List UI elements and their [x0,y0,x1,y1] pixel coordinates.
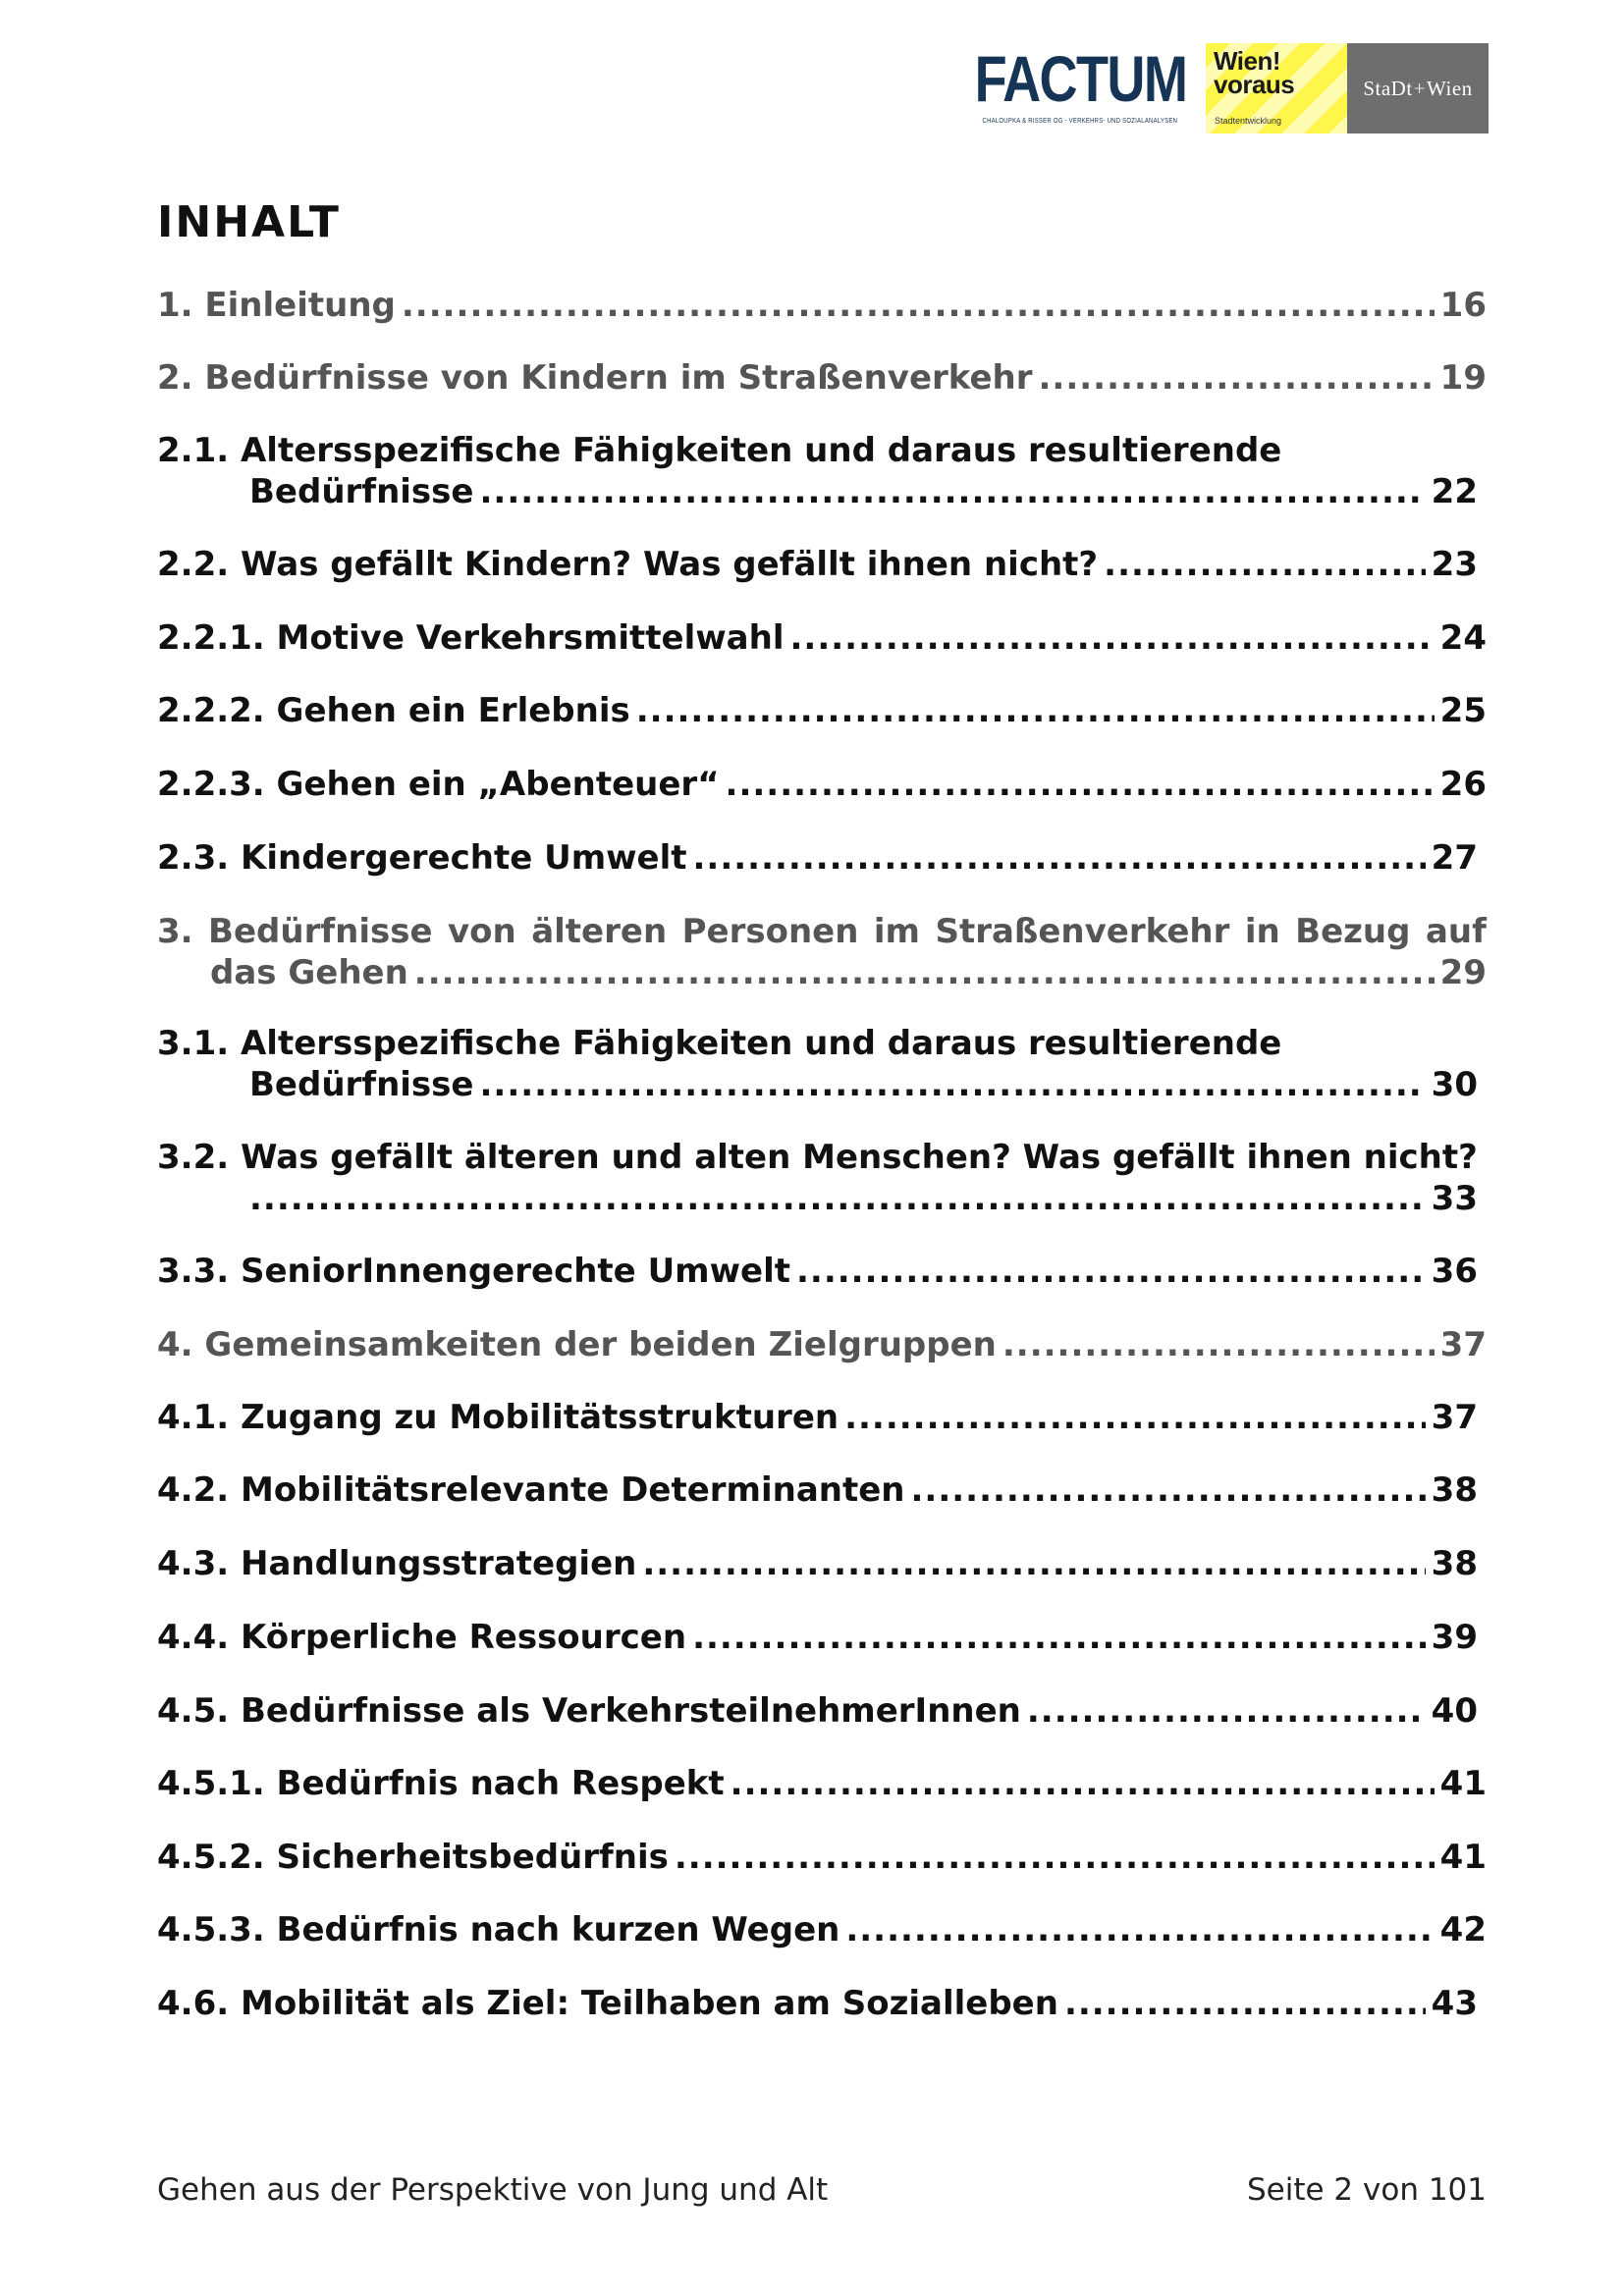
toc-entry-page: 38 [1431,1470,1478,1510]
toc-entry-page: 41 [1439,1764,1487,1803]
toc-leader-dots [845,1909,1434,1950]
toc-entry[interactable] [157,1023,1487,1105]
toc-entry-page: 25 [1439,691,1487,730]
toc-entry-title: 1. Einleitung [157,286,396,325]
toc-entry-title: 3.3. SeniorInnengerechte Umwelt [157,1252,790,1291]
toc-entry[interactable] [157,430,1487,512]
toc-entry[interactable] [157,544,1487,585]
toc-entry-title: 3.2. Was gefällt älteren und alten Menschen? Was gefällt ihnen nicht? [157,1138,1478,1177]
toc-leader-dots [675,1837,1435,1878]
toc-leader-dots [479,471,1425,512]
toc-entry-page: 19 [1439,358,1487,398]
toc-entry-page: 40 [1431,1691,1478,1731]
toc-entry[interactable] [157,357,1487,399]
toc-leader-dots [731,1763,1435,1804]
toc-leader-dots [910,1469,1425,1511]
wien-voraus-logo [1206,43,1347,133]
toc-entry-page: 37 [1439,1325,1487,1364]
toc-entry[interactable] [157,764,1487,805]
header-logos [974,42,1489,133]
toc-leader-dots [1002,1324,1435,1365]
toc-entry-page: 16 [1439,286,1487,325]
toc-entry-page: 38 [1431,1544,1478,1583]
toc-entry-title-cont: Bedürfnisse [249,472,474,511]
toc-leader-dots [479,1064,1425,1105]
toc-leader-dots [726,764,1435,805]
toc-entry-title: 2.3. Kindergerechte Umwelt [157,838,687,878]
toc-title-word: Bezug [1295,912,1411,951]
toc-entry[interactable] [157,1690,1487,1732]
toc-title-word: auf [1425,912,1487,951]
page-footer [157,2170,1487,2210]
wien-logo-line1: Wien! [1214,46,1281,76]
factum-logo-word: FACTUM [974,42,1186,115]
toc-title-word: in [1244,912,1280,951]
toc-entry-title: 2.2.3. Gehen ein „Abenteuer“ [157,765,720,804]
toc-entry-title: 3.1. Altersspezifische Fähigkeiten und daraus resultierende [157,1024,1282,1063]
toc-entry-title: 4.5. Bedürfnisse als VerkehrsteilnehmerInnen [157,1691,1021,1731]
toc-entry[interactable] [157,690,1487,731]
toc-entry[interactable] [157,1397,1487,1438]
toc-leader-dots [642,1543,1425,1584]
toc-entry[interactable] [157,1543,1487,1584]
toc-entry-page: 30 [1431,1065,1478,1104]
toc-entry-page: 29 [1439,953,1487,992]
toc-entry-title: 2.2.1. Motive Verkehrsmittelwahl [157,618,785,658]
toc-entry[interactable] [157,1983,1487,2024]
toc-entry[interactable] [157,1469,1487,1511]
toc-entry-page: 26 [1439,765,1487,804]
toc-entry-title: 2.1. Altersspezifische Fähigkeiten und daraus resultierende [157,431,1282,470]
toc-title-word: 3. [157,912,193,951]
toc-entry-page: 27 [1431,838,1478,878]
toc-entry-page: 37 [1431,1398,1478,1437]
toc-entry-title: 4.5.1. Bedürfnis nach Respekt [157,1764,725,1803]
toc-leader-dots [844,1397,1426,1438]
toc-entry[interactable] [157,837,1487,879]
toc-entry[interactable] [157,617,1487,659]
toc-entry-page: 41 [1439,1838,1487,1877]
toc-entry-title: 2.2. Was gefällt Kindern? Was gefällt ihnen nicht? [157,545,1099,584]
toc-leader-dots [692,1617,1426,1658]
toc-leader-dots [1064,1983,1426,2024]
toc-entry-title: 4.4. Körperliche Ressourcen [157,1618,687,1657]
stadt-logo-right: Wien [1427,76,1473,100]
footer-page-number: Seite 2 von 101 [1246,2172,1487,2208]
toc-leader-dots [414,952,1435,993]
toc-entry-title: 2. Bedürfnisse von Kindern im Straßenverkehr [157,358,1033,398]
toc-entry[interactable] [157,1763,1487,1804]
toc-entry-title: 4.6. Mobilität als Ziel: Teilhaben am Sozialleben [157,1984,1058,2023]
toc-title-word: älteren [531,912,668,951]
toc-entry[interactable] [157,285,1487,326]
toc-leader-dots [789,617,1434,659]
toc-title-word: von [448,912,516,951]
toc-entry-page: 39 [1431,1618,1478,1657]
toc-title-word: im [873,912,920,951]
toc-entry[interactable] [157,911,1487,993]
toc-entry-title [157,911,1487,952]
toc-entry-page: 42 [1439,1910,1487,1949]
toc-title-word: Straßenverkehr [935,912,1230,951]
toc-entry-title: 4.2. Mobilitätsrelevante Determinanten [157,1470,905,1510]
toc-leader-dots [1104,544,1426,585]
toc-leader-dots [796,1251,1426,1292]
toc-leader-dots [1027,1690,1426,1732]
toc-entry-page: 36 [1431,1252,1478,1291]
toc-entry-title: 2.2.2. Gehen ein Erlebnis [157,691,630,730]
toc-entry-page: 33 [1431,1179,1478,1218]
stadt-logo-left: StaDt [1363,76,1413,100]
toc-entry-title: 4.5.2. Sicherheitsbedürfnis [157,1838,669,1877]
toc-entry[interactable] [157,1617,1487,1658]
stadt-logo-cross: + [1413,76,1427,100]
toc-entry-title-cont: das Gehen [210,953,408,992]
toc-entry[interactable] [157,1909,1487,1950]
page-title: INHALT [157,197,341,247]
toc-entry-title: 4. Gemeinsamkeiten der beiden Zielgruppen [157,1325,997,1364]
factum-logo [974,42,1186,133]
toc-leader-dots [402,285,1435,326]
toc-title-word: Personen [681,912,859,951]
toc-entry[interactable] [157,1137,1487,1219]
toc-entry-title: 4.1. Zugang zu Mobilitätsstrukturen [157,1398,839,1437]
toc-entry[interactable] [157,1251,1487,1292]
toc-leader-dots [249,1178,1426,1219]
wien-logo-subtitle: Stadtentwicklung [1215,116,1282,126]
toc-entry[interactable] [157,1837,1487,1878]
toc-entry-page: 22 [1431,472,1478,511]
footer-document-title: Gehen aus der Perspektive von Jung und Alt [157,2172,829,2208]
toc-entry-title: 4.5.3. Bedürfnis nach kurzen Wegen [157,1910,840,1949]
toc-entry-page: 43 [1431,1984,1478,2023]
toc-entry-title: 4.3. Handlungsstrategien [157,1544,637,1583]
stadt-wien-logo [1347,43,1489,133]
toc-entry-title-cont: Bedürfnisse [249,1065,474,1104]
toc-leader-dots [1039,357,1435,399]
toc-entry[interactable] [157,1324,1487,1365]
toc-leader-dots [636,690,1435,731]
toc-entry-page: 24 [1439,618,1487,658]
wien-logo-line2: voraus [1214,70,1295,99]
toc-title-word: Bedürfnisse [208,912,433,951]
toc-leader-dots [693,837,1426,879]
factum-logo-subtitle: CHALOUPKA & RISSER OG - VERKEHRS- UND SOZIALANALYSEN [982,118,1178,125]
toc-entry-page: 23 [1431,545,1478,584]
